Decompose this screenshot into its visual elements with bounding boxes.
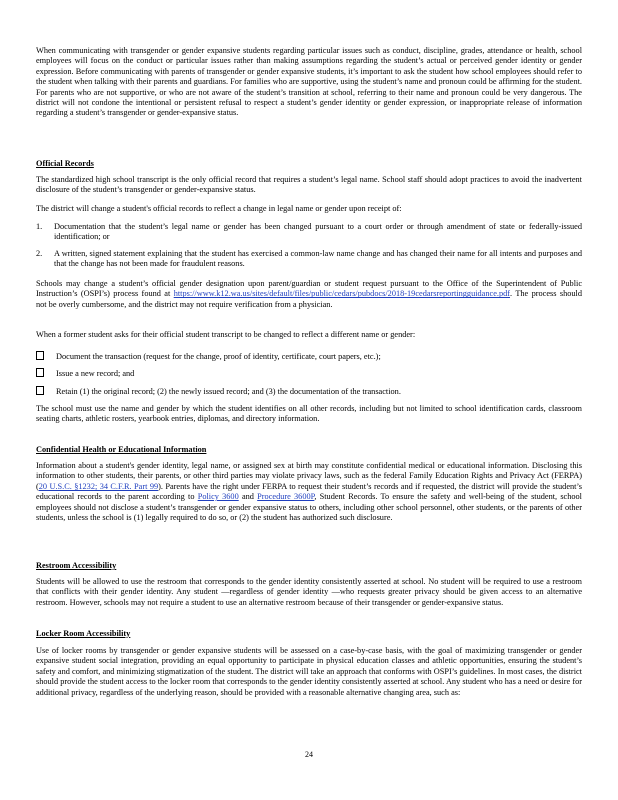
heading-confidential: Confidential Health or Educational Information <box>36 445 207 454</box>
bullet-retain <box>36 386 582 397</box>
paragraph-confidential <box>36 461 582 523</box>
heading-locker-room: Locker Room Accessibility <box>36 629 131 638</box>
paragraph-school-records: The school must use the name and gender by which the student identifies on all other records, including but not limited to school identification cards, classroom seating charts, athletic rosters, yearbook entries, diplomas, and directory information. <box>36 404 582 424</box>
ferpa-citation-link[interactable]: 20 U.S.C. §1232; 34 C.F.R. Part 99 <box>38 481 159 491</box>
confidential-text-3: and <box>238 492 258 502</box>
heading-official-records: Official Records <box>36 159 94 168</box>
paragraph-restroom: Students will be allowed to use the restroom that corresponds to the gender identity consistently asserted at school. No student will be required to use a restroom that conflicts with their gender identity. Any student —regardless of gender identity —who requests greater privacy should be given access to an alternative restroom. However, schools may not require a student to use an alternative restroom because of their transgender or gender-expansive status. <box>36 577 582 607</box>
paragraph-communicating: When communicating with transgender or gender expansive students regarding particular issues such as conduct, discipline, grades, attendance or health, school employees will focus on the conduct or particular issues rather than making assumptions regarding the student’s actual or perceived gender identity or gender expression. Before communicating with parents of transgender or gender expansive students, it’s important to ask the student how school employees should refer to the student when talking with their parents and guardians. For families who are supportive, using the student’s name and pronoun could be affirming for the student. For parents who are not supportive, or who are not aware of the student’s transition at school, referring to their name and pronoun could be very dangerous. The district will not condone the intentional or persistent refusal to respect a student’s gender identity or gender expression, or inappropriate release of information regarding a student’s transgender or gender-expansive status. <box>36 46 582 118</box>
bullet-box-icon <box>36 386 44 395</box>
bullet-text: Document the transaction (request for the change, proof of identity, certificate, court papers, etc.); <box>56 352 381 361</box>
confidential-text-2: ). Parents have the right under FERPA to request their student’s records and if requested, the district will provide the student’s educational records to the parent according to <box>36 481 582 502</box>
bullet-box-icon <box>36 368 44 377</box>
bullet-box-icon <box>36 351 44 360</box>
procedure-3600p-link[interactable]: Procedure 3600P <box>257 492 315 502</box>
list-number-1: 1. <box>36 222 43 231</box>
heading-restroom: Restroom Accessibility <box>36 561 117 570</box>
paragraph-transcript: The standardized high school transcript is the only official record that requires a student’s legal name. School staff should adopt practices to avoid the inadvertent disclosure of the student’s transgender or gender-expansive status. <box>36 175 582 195</box>
paragraph-change-records: The district will change a student's official records to reflect a change in legal name or gender upon receipt of: <box>36 204 402 213</box>
paragraph-gender-designation <box>36 279 582 310</box>
list-item-documentation: Documentation that the student’s legal name or gender has been changed pursuant to a court order or through amendment of state or federally-issued identification; or <box>54 222 582 242</box>
paragraph-locker-room: Use of locker rooms by transgender or gender expansive students will be assessed on a case-by-case basis, with the goal of maximizing transgender or gender expansive student social integration, providing an equal opportunity to participate in physical education classes and athletic opportunities, ensuring the student’s safety and comfort, and minimizing stigmatization of the student. The district will take an approach that conforms with OSPI’s guidelines. In most cases, the district should provide the student access to the locker room that corresponds to the gender identity consistently asserted at school. Any student who has a need or desire for additional privacy, regardless of the underlying reason, should be provided with a reasonable alternative changing area, such as: <box>36 646 582 697</box>
bullet-text: Issue a new record; and <box>56 369 135 378</box>
paragraph-former-student: When a former student asks for their official student transcript to be changed to reflect a different name or gender: <box>36 330 416 339</box>
confidential-text-4: , Student Records. To ensure the safety and well-being of the student, school employees should not disclose a student’s transgender or gender expansive status to others, including other school personnel, other students, or the parents of other students, unless the school is (1) legally required to do so, or (2) the student has authorized such disclosure. <box>36 492 582 523</box>
policy-3600-link[interactable]: Policy 3600 <box>197 492 239 502</box>
bullet-document <box>36 351 582 362</box>
bullet-issue <box>36 368 582 379</box>
gender-designation-text: Schools may change a student’s official gender designation upon parent/guardian or student request pursuant to the Office of the Superintendent of Public Instruction’s (OSPI’s) process found at <box>36 279 582 299</box>
confidential-text-1: Information about a student's gender identity, legal name, or assigned sex at birth may constitute confidential medical or educational information. Disclosing this information to other students, their parents, or other third parties may violate privacy laws, such as the federal Family Education Rights and Privacy Act (FERPA) ( <box>36 461 582 491</box>
bullet-text: Retain (1) the original record; (2) the newly issued record; and (3) the documentation of the transaction. <box>56 387 401 396</box>
page-number: 24 <box>305 750 313 759</box>
list-number-2: 2. <box>36 249 43 258</box>
list-item-written-statement: A written, signed statement explaining that the student has exercised a common-law name change and has changed their name for all intents and purposes and that the change has not been made for fraudulent reasons. <box>54 249 582 269</box>
gender-designation-text-end: . The process should not be overly cumbersome, and the district may not require verification from a physician. <box>36 289 582 309</box>
ospi-guidance-link[interactable]: https://www.k12.wa.us/sites/default/files/public/cedars/pubdocs/2018-19cedarsreportingguidance.pdf <box>173 289 511 299</box>
